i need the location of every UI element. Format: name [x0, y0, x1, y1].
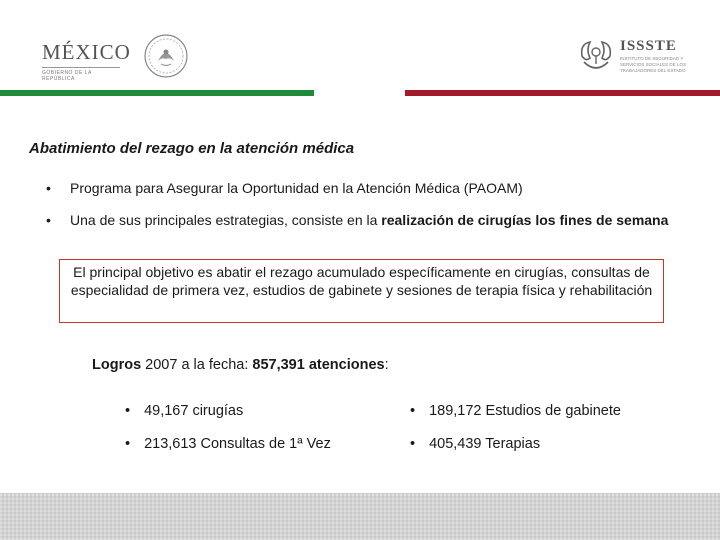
footer-pattern-band — [0, 493, 720, 540]
issste-subtitle: INSTITUTO DE SEGURIDAD Y SERVICIOS SOCIALES DE LOS TRABAJADORES DEL ESTADO — [620, 56, 686, 73]
red-accent-bar — [405, 90, 720, 96]
stat-consultations-text: 213,613 Consultas de 1ª Vez — [144, 436, 331, 452]
eagle-seal-icon — [143, 33, 189, 79]
achievements-label: Logros — [92, 357, 142, 373]
strategy-bold-text: realización de cirugías los fines de semana — [381, 212, 669, 228]
mexico-wordmark: MÉXICO — [42, 40, 131, 64]
stat-therapies-text: 405,439 Terapias — [429, 436, 541, 452]
bullet-dot: • — [125, 403, 131, 419]
achievements-line — [92, 357, 389, 373]
strategy-normal-text: Una de sus principales estrategias, consiste en la — [70, 212, 382, 228]
objective-box — [59, 259, 664, 323]
stat-surgeries-text: 49,167 cirugías — [144, 403, 244, 419]
issste-emblem-icon — [576, 36, 616, 76]
bullet-dot: • — [410, 436, 416, 452]
bullet-dot: • — [410, 403, 416, 419]
achievements-total: 857,391 atenciones — [252, 357, 385, 373]
stat-therapies — [410, 436, 540, 452]
bullet-dot: • — [46, 212, 51, 228]
bullet-strategy — [46, 211, 696, 229]
issste-wordmark: ISSSTE — [620, 38, 677, 54]
green-accent-bar — [0, 90, 314, 96]
issste-logo — [576, 36, 686, 81]
stat-cabinet-studies-text: 189,172 Estudios de gabinete — [429, 403, 621, 419]
achievements-colon: : — [384, 357, 389, 373]
achievements-period: 2007 a la fecha: — [141, 357, 253, 373]
slide-title: Abatimiento del rezago en la atención médica — [29, 140, 355, 157]
bullet-dot: • — [125, 436, 131, 452]
stat-surgeries — [125, 403, 243, 419]
stat-consultations — [125, 436, 331, 452]
stat-cabinet-studies — [410, 403, 621, 419]
slide-header — [0, 0, 720, 88]
bullet-dot: • — [46, 180, 51, 196]
objective-text: El principal objetivo es abatir el rezago acumulado específicamente en cirugías, consultas de especialidad de primera vez, estudios de gabinete y sesiones de terapia física y rehabilitación — [70, 264, 653, 298]
bullet-strategy-text — [46, 211, 696, 229]
mexico-logo — [42, 40, 131, 82]
mexico-subtitle: GOBIERNO DE LA REPÚBLICA — [42, 67, 120, 82]
bullet-paoam-text: Programa para Asegurar la Oportunidad en la Atención Médica (PAOAM) — [70, 180, 523, 196]
bullet-paoam — [46, 179, 523, 197]
